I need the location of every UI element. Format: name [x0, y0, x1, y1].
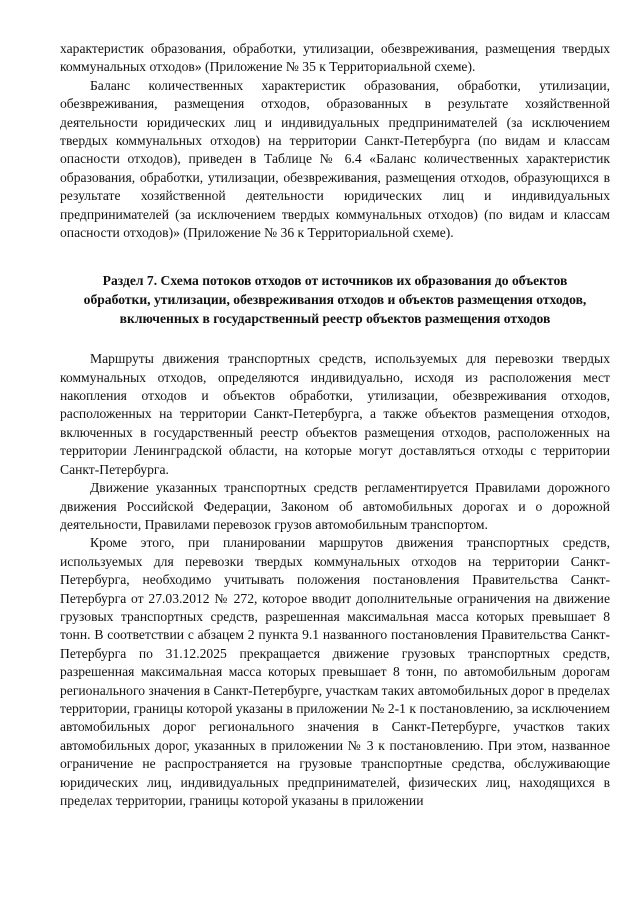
paragraph-restrictions: Кроме этого, при планировании маршрутов движения транспортных средств, используемых для перевозки твердых коммунальных отходов на территории Санкт-Петербурга, необходимо учитывать положения постановления Правительства Санкт-Петербурга от 27.03.2012 № 272, которое вводит дополнительные ограничения на движение грузовых транспортных средств, разрешенная максимальная масса которых превышает 8 тонн. В соответствии с абзацем 2 пункта 9.1 названного постановления Правительства Санкт-Петербурга по 31.12.2025 прекращается движение грузовых транспортных средств, разрешенная максимальная масса которых превышает 8 тонн, по автомобильным дорогам регионального значения в Санкт-Петербурге, участкам таких автомобильных дорог в пределах территории, границы которой указаны в приложении № 2-1 к постановлению, за исключением автомобильных дорог регионального значения в Санкт-Петербурге, участков таких автомобильных дорог, указанных в приложении № 3 к постановлению. При этом, названное ограничение не распространяется на грузовые транспортные средства, обслуживающие юридических лиц, индивидуальных предпринимателей, физических лиц, находящихся в пределах территории, границы которой указаны в приложении — [60, 535, 610, 808]
paragraph-balance: Баланс количественных характеристик образования, обработки, утилизации, обезвреживания, размещения отходов, образованных в результате хозяйственной деятельности юридических лиц и индивидуальных предпринимателей (за исключением твердых коммунальных отходов) на территории Санкт-Петербурга (по видам и классам опасности отходов), приведен в Таблице № 6.4 «Баланс количественных характеристик образования, обработки, утилизации, обезвреживания, размещения отходов, образующихся в результате хозяйственной деятельности юридических лиц и индивидуальных предпринимателей (за исключением твердых коммунальных отходов) (по видам и классам опасности отходов)» (Приложение № 36 к Территориальной схеме). — [60, 77, 610, 241]
paragraph-traffic-rules: Движение указанных транспортных средств регламентируется Правилами дорожного движения Российской Федерации, Законом об автомобильных дорогах и о дорожной деятельности, Правилами перевозок грузов автомобильным транспортом. — [60, 480, 610, 532]
section-7-heading: Раздел 7. Схема потоков отходов от источников их образования до объектов обработки, утилизации, обезвреживания отходов и объектов размещения отходов, включенных в государственный реестр объектов размещения отходов — [83, 273, 587, 326]
paragraph-continuation: характеристик образования, обработки, утилизации, обезвреживания, размещения твердых коммунальных отходов» (Приложение № 35 к Территориальной схеме). — [60, 41, 610, 75]
document-body — [60, 40, 610, 810]
paragraph-routes: Маршруты движения транспортных средств, используемых для перевозки твердых коммунальных отходов, определяются индивидуально, исходя из расположения мест накопления отходов и объектов обработки, утилизации, обезвреживания отходов, расположенных на территории Санкт-Петербурга, а также объектов размещения отходов, включенных в государственный реестр объектов размещения отходов, расположенных на территории Ленинградской области, на которые могут доставляться отходы с территории Санкт-Петербурга. — [60, 351, 610, 477]
